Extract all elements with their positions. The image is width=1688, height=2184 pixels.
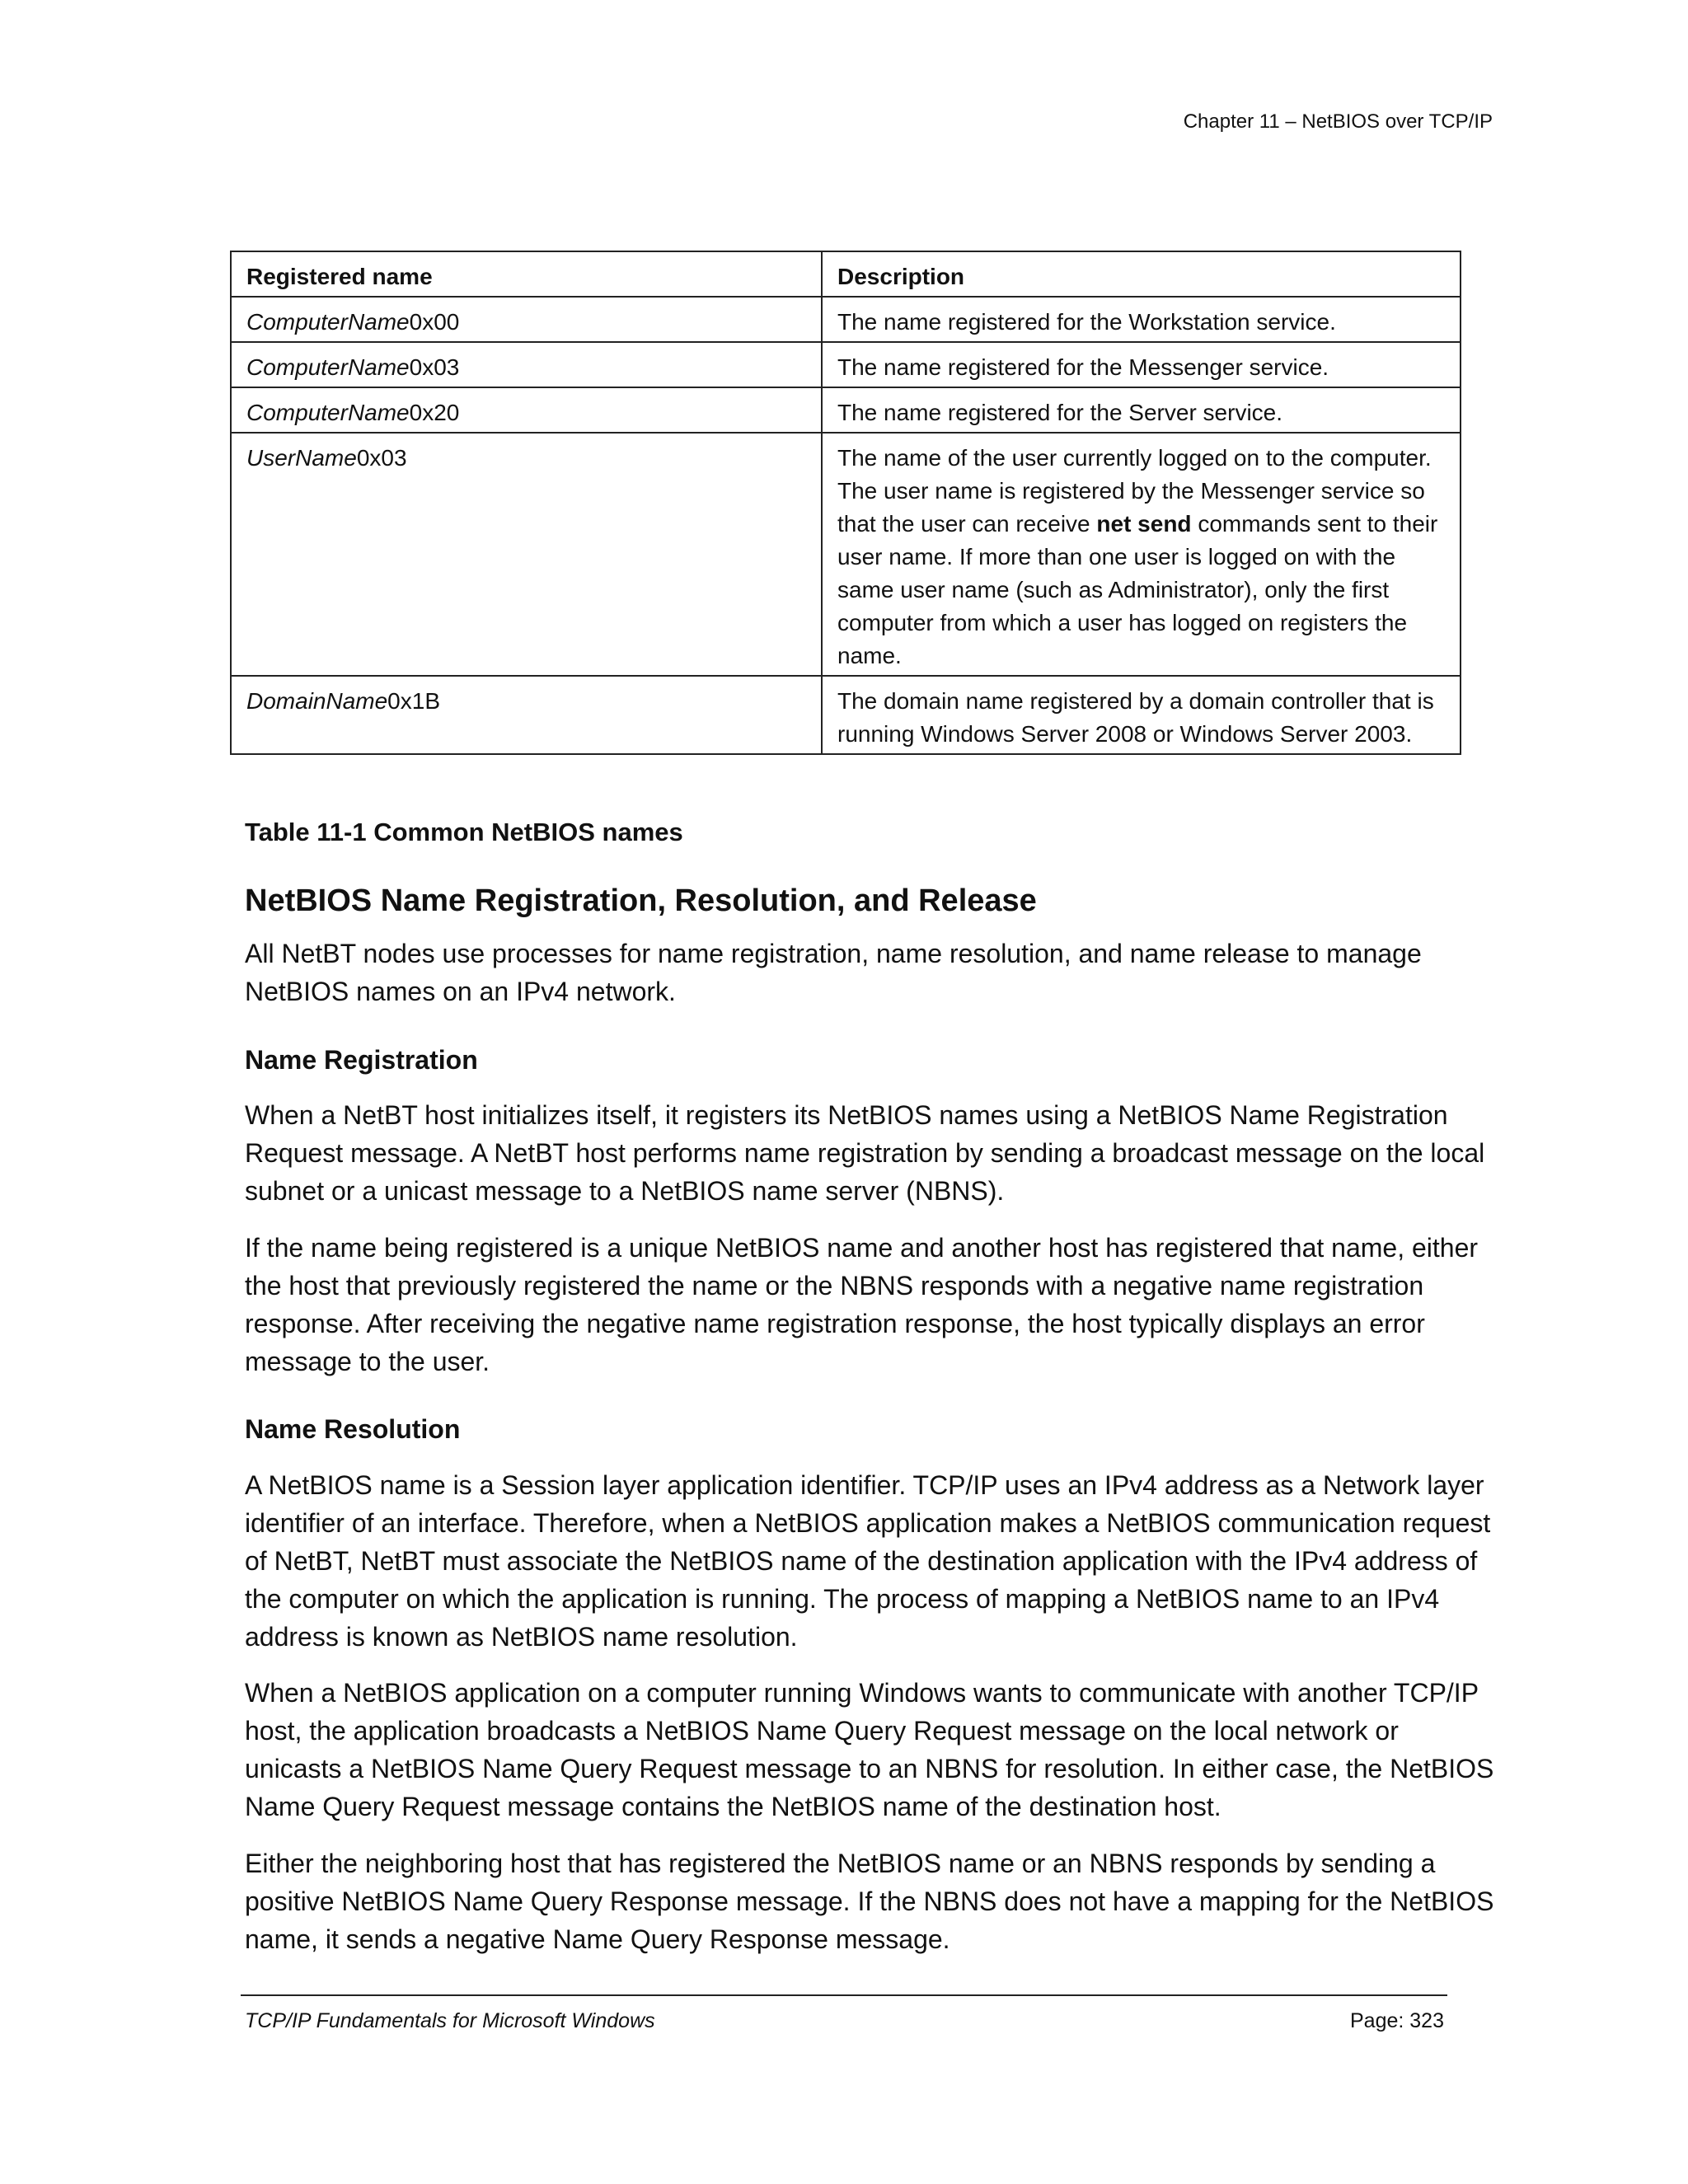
table-header-row: [231, 251, 1461, 297]
footer-divider: [241, 1994, 1447, 1996]
description-cell: The name registered for the Workstation service.: [822, 297, 1461, 342]
net-send-command: net send: [1096, 511, 1192, 537]
section-title: NetBIOS Name Registration, Resolution, and Release: [245, 883, 1037, 918]
page-header: Chapter 11 – NetBIOS over TCP/IP: [1183, 110, 1493, 133]
description-cell: The domain name registered by a domain controller that is running Windows Server 2008 or Windows Server 2003.: [822, 676, 1461, 754]
name-resolution-paragraph: Either the neighboring host that has registered the NetBIOS name or an NBNS responds by sending a positive NetBIOS Name Query Response message. If the NBNS does not have a mapping for the NetBIOS name, it sends a negative Name Query Response message.: [245, 1849, 1494, 1954]
registered-name-cell: ComputerName0x03: [231, 342, 822, 387]
registered-name-cell: ComputerName0x00: [231, 297, 822, 342]
footer-book-title: TCP/IP Fundamentals for Microsoft Windows: [245, 2009, 655, 2032]
name-resolution-paragraph: A NetBIOS name is a Session layer application identifier. TCP/IP uses an IPv4 address as a Network layer identifier of an interface. Therefore, when a NetBIOS application makes a NetBIOS communication request of NetBT, NetBT must associate the NetBIOS name of the destination application with the IPv4 address of the computer on which the application is running. The process of mapping a NetBIOS name to an IPv4 address is known as NetBIOS name resolution.: [245, 1470, 1491, 1652]
name-registration-paragraph: When a NetBT host initializes itself, it registers its NetBIOS names using a NetBIOS Name Registration Request message. A NetBT host performs name registration by sending a broadcast message on the local subnet or a unicast message to a NetBIOS name server (NBNS).: [245, 1100, 1485, 1206]
name-resolution-paragraph: When a NetBIOS application on a computer running Windows wants to communicate with another TCP/IP host, the application broadcasts a NetBIOS Name Query Request message on the local network or unicasts a NetBIOS Name Query Request message to an NBNS for resolution. In either case, the NetBIOS Name Query Request message contains the NetBIOS name of the destination host.: [245, 1678, 1494, 1821]
table-row: [231, 387, 1461, 433]
name-resolution-heading: Name Resolution: [245, 1414, 461, 1444]
table-row: [231, 297, 1461, 342]
column-header-description: Description: [822, 251, 1461, 297]
table-row: [231, 433, 1461, 676]
registered-name-cell: UserName0x03: [231, 433, 822, 676]
name-registration-paragraph: If the name being registered is a unique NetBIOS name and another host has registered that name, either the host that previously registered the name or the NBNS responds with a negative name registration response. After receiving the negative name registration response, the host typically displays an error message to the user.: [245, 1233, 1479, 1376]
description-cell: The name registered for the Server service.: [822, 387, 1461, 433]
description-cell: The name registered for the Messenger service.: [822, 342, 1461, 387]
description-cell: The name of the user currently logged on to the computer. The user name is registered by the Messenger service so that the user can receive net send commands sent to their user name. If more than one user is logged on with the same user name (such as Administrator), only the first computer from which a user has logged on registers the name.: [822, 433, 1461, 676]
footer-page-number: Page: 323: [1350, 2009, 1444, 2032]
name-registration-heading: Name Registration: [245, 1045, 478, 1075]
table-row: [231, 342, 1461, 387]
table-row: [231, 676, 1461, 754]
registered-name-cell: DomainName0x1B: [231, 676, 822, 754]
table-caption: Table 11-1 Common NetBIOS names: [245, 818, 683, 846]
netbios-names-table: [230, 251, 1461, 755]
registered-name-cell: ComputerName0x20: [231, 387, 822, 433]
column-header-registered-name: Registered name: [231, 251, 822, 297]
section-intro: All NetBT nodes use processes for name registration, name resolution, and name release to manage NetBIOS names on an IPv4 network.: [245, 939, 1422, 1006]
